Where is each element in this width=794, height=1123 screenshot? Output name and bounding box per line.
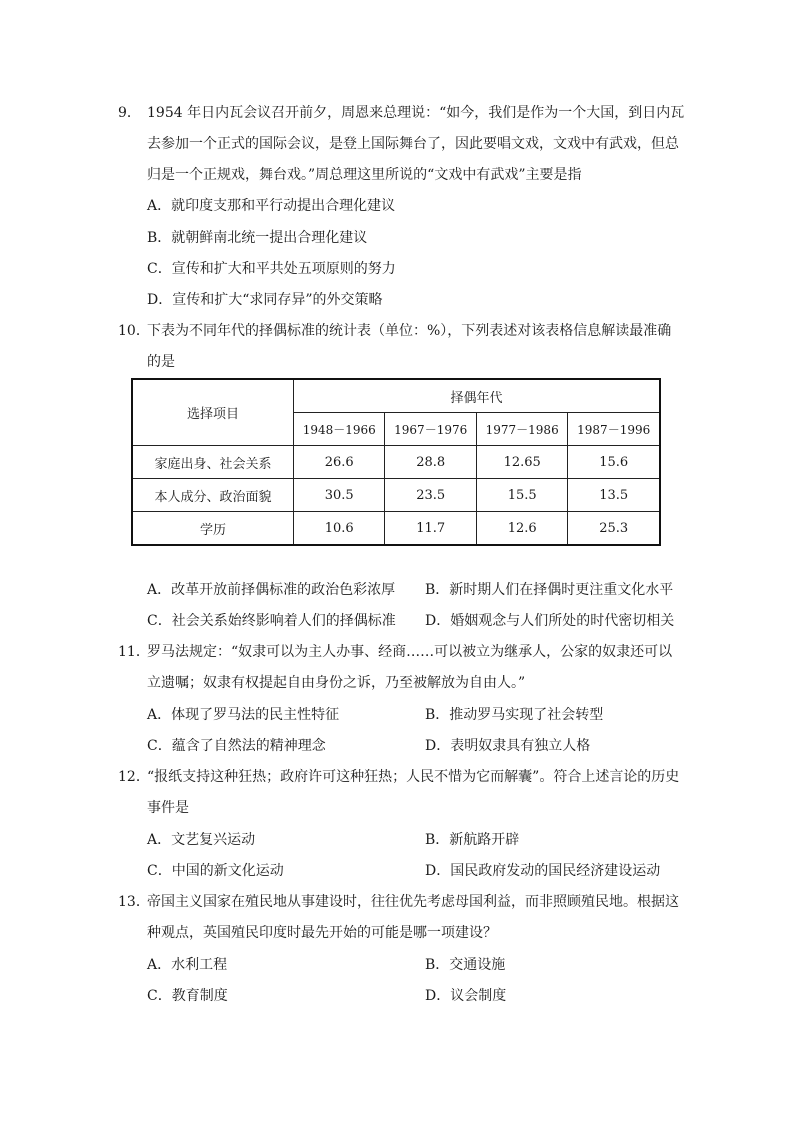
row-label: 家庭出身、社会关系 [132, 446, 294, 479]
option-d[interactable]: D．议会制度 [425, 988, 507, 1004]
option-d[interactable]: D．婚姻观念与人们所处的时代密切相关 [425, 613, 675, 629]
table-column-header: 1977－1986 [476, 413, 567, 446]
option-c[interactable]: C．蕴含了自然法的精神理念 [147, 738, 326, 754]
question-stem-line: 去参加一个正式的国际会议，是登上国际舞台了，因此要唱文戏，文戏中有武戏，但总 [147, 136, 679, 152]
question-stem-line: 罗马法规定：“奴隶可以为主人办事、经商……可以被立为继承人，公家的奴隶还可以 [147, 644, 673, 660]
table-cell: 11.7 [385, 512, 476, 546]
table-cell: 26.6 [294, 446, 385, 479]
statistics-table [131, 378, 661, 546]
option-c[interactable]: C．宣传和扩大和平共处五项原则的努力 [147, 261, 396, 277]
option-d[interactable]: D．国民政府发动的国民经济建设运动 [425, 863, 661, 879]
question-stem-line: 1954 年日内瓦会议召开前夕，周恩来总理说：“如今，我们是作为一个大国，到日内瓦 [147, 105, 685, 121]
table-column-header: 1967－1976 [385, 413, 476, 446]
table-cell: 13.5 [568, 479, 660, 512]
question-stem-line: 立遗嘱；奴隶有权提起自由身份之诉，乃至被解放为自由人。” [147, 675, 526, 691]
question-stem-line: 事件是 [147, 800, 189, 816]
question-stem-line: 种观点，英国殖民印度时最先开始的可能是哪一项建设？ [147, 925, 497, 941]
table-column-header: 1948－1966 [294, 413, 385, 446]
question-stem-line: 归是一个正规戏，舞台戏。”周总理这里所说的“文戏中有武戏”主要是指 [147, 167, 582, 183]
option-a[interactable]: A．水利工程 [147, 957, 228, 973]
option-d[interactable]: D．宣传和扩大“求同存异”的外交策略 [147, 292, 383, 308]
table-cell: 12.65 [476, 446, 567, 479]
option-a[interactable]: A．改革开放前择偶标准的政治色彩浓厚 [147, 582, 396, 598]
question-number: 13． [118, 894, 150, 910]
option-b[interactable]: B．新航路开辟 [425, 832, 520, 848]
question-stem-line: 下表为不同年代的择偶标准的统计表（单位：%），下列表述对该表格信息解读最准确 [147, 323, 672, 339]
table-cell: 12.6 [476, 512, 567, 546]
option-a[interactable]: A．文艺复兴运动 [147, 832, 256, 848]
question-stem-line: 的是 [147, 354, 175, 370]
option-a[interactable]: A．就印度支那和平行动提出合理化建议 [147, 198, 396, 214]
table-row [132, 479, 660, 512]
option-b[interactable]: B．推动罗马实现了社会转型 [425, 707, 604, 723]
option-a[interactable]: A．体现了罗马法的民主性特征 [147, 707, 340, 723]
table-cell: 15.5 [476, 479, 567, 512]
row-label: 学历 [132, 512, 294, 546]
question-stem-line: 帝国主义国家在殖民地从事建设时，往往优先考虑母国利益，而非照顾殖民地。根据这 [147, 894, 679, 910]
question-number: 9． [118, 105, 141, 121]
option-c[interactable]: C．中国的新文化运动 [147, 863, 284, 879]
table-column-header: 1987－1996 [568, 413, 660, 446]
table-row [132, 512, 660, 546]
option-c[interactable]: C．教育制度 [147, 988, 228, 1004]
question-number: 10． [118, 323, 150, 339]
option-d[interactable]: D．表明奴隶具有独立人格 [425, 738, 591, 754]
question-number: 11． [118, 644, 150, 660]
option-b[interactable]: B．就朝鲜南北统一提出合理化建议 [147, 230, 368, 246]
table-cell: 15.6 [568, 446, 660, 479]
row-label: 本人成分、政治面貌 [132, 479, 294, 512]
table-cell: 30.5 [294, 479, 385, 512]
table-cell: 28.8 [385, 446, 476, 479]
question-stem-line: “报纸支持这种狂热；政府许可这种狂热；人民不惜为它而解囊”。符合上述言论的历史 [147, 769, 680, 785]
option-c[interactable]: C．社会关系始终影响着人们的择偶标准 [147, 613, 396, 629]
question-number: 12． [118, 769, 150, 785]
table-group-header: 择偶年代 [294, 379, 661, 413]
option-b[interactable]: B．交通设施 [425, 957, 506, 973]
table-corner-header: 选择项目 [132, 379, 294, 446]
table-cell: 10.6 [294, 512, 385, 546]
table-row [132, 446, 660, 479]
option-b[interactable]: B．新时期人们在择偶时更注重文化水平 [425, 582, 674, 598]
table-cell: 25.3 [568, 512, 660, 546]
table-cell: 23.5 [385, 479, 476, 512]
